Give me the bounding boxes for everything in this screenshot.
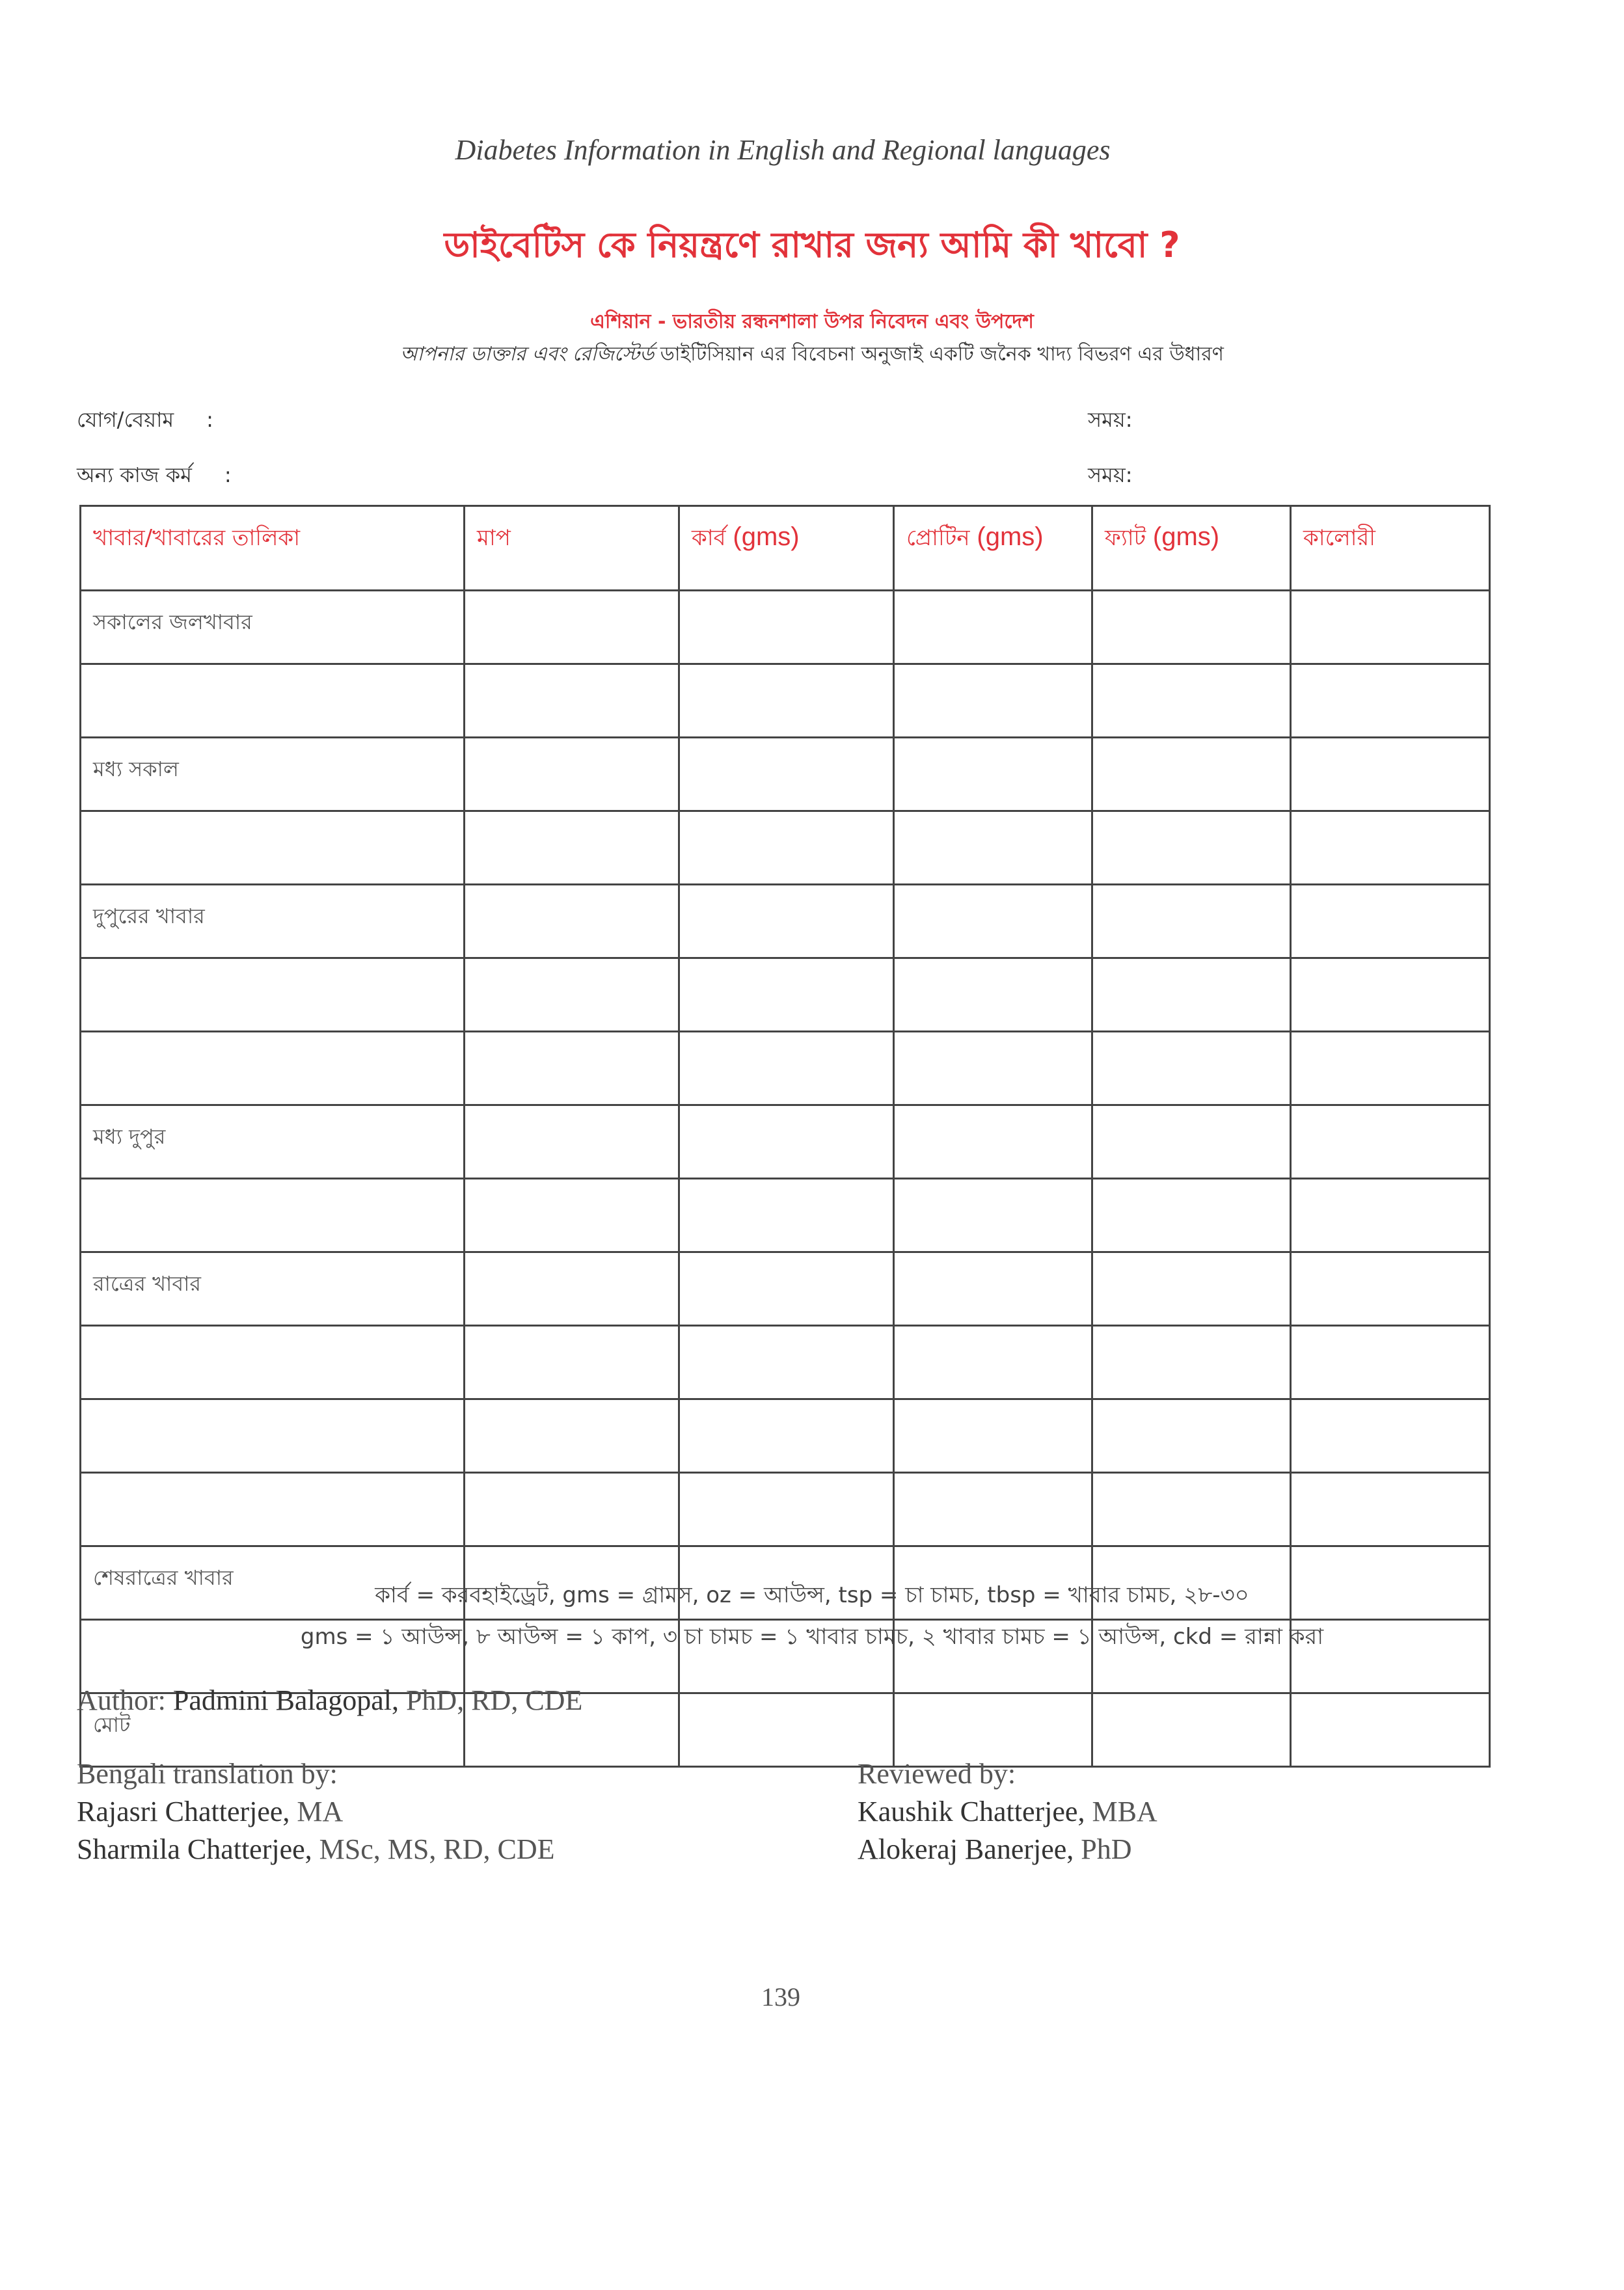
table-cell[interactable]	[679, 738, 894, 811]
yoga-field	[77, 403, 213, 438]
table-row	[81, 811, 1490, 885]
table-cell[interactable]	[465, 664, 679, 738]
table-cell[interactable]	[679, 591, 894, 664]
table-cell[interactable]	[679, 1252, 894, 1326]
subtitle-note-italic: আপনার ডাক্তার এবং রেজিস্টের্ড	[400, 343, 655, 366]
table-cell[interactable]	[1291, 1032, 1490, 1105]
table-row	[81, 885, 1490, 958]
table-cell[interactable]	[1092, 738, 1291, 811]
reviewer-1	[858, 1793, 1157, 1831]
table-cell[interactable]	[1291, 738, 1490, 811]
table-cell[interactable]	[1092, 1473, 1291, 1546]
table-cell[interactable]	[679, 1473, 894, 1546]
header-carb-unit: (gms)	[733, 522, 800, 551]
table-cell[interactable]	[1291, 885, 1490, 958]
footnote-line-2: gms = ১ আউন্স, ৮ আউন্স = ১ কাপ, ৩ চা চামচ = ১ খাবার চামচ, ২ খাবার চামচ = ১ আউন্স, ckd = রান্না করা	[300, 1624, 1324, 1650]
table-cell[interactable]	[1092, 1252, 1291, 1326]
header-fat-unit: (gms)	[1152, 522, 1220, 551]
table-cell[interactable]	[465, 1473, 679, 1546]
table-cell[interactable]	[1291, 1105, 1490, 1179]
table-cell[interactable]	[465, 1399, 679, 1473]
header-calorie: কালোরী	[1291, 506, 1490, 591]
table-cell[interactable]	[465, 811, 679, 885]
header-measure: মাপ	[465, 506, 679, 591]
reviewer-2	[858, 1831, 1157, 1868]
subtitle-note-rest: ডাইটিসিয়ান এর বিবেচনা অনুজাই একটি জনৈক খাদ্য বিভরণ এর উধারণ	[660, 343, 1224, 366]
table-cell[interactable]	[465, 1032, 679, 1105]
table-cell[interactable]	[81, 958, 465, 1032]
table-cell[interactable]	[1092, 1399, 1291, 1473]
table-cell[interactable]	[1291, 958, 1490, 1032]
table-cell[interactable]	[1092, 1105, 1291, 1179]
table-cell[interactable]	[1291, 1399, 1490, 1473]
yoga-label: যোগ/বেয়াম	[77, 407, 174, 432]
table-cell[interactable]	[894, 664, 1092, 738]
table-cell[interactable]	[1092, 1032, 1291, 1105]
table-cell[interactable]	[679, 1032, 894, 1105]
translator-1-degree: MA	[297, 1796, 344, 1827]
translator-2	[77, 1831, 555, 1868]
table-cell[interactable]	[679, 1326, 894, 1399]
table-cell[interactable]	[894, 1399, 1092, 1473]
table-cell[interactable]	[1291, 664, 1490, 738]
table-cell[interactable]	[679, 811, 894, 885]
header-fat	[1092, 506, 1291, 591]
table-row	[81, 738, 1490, 811]
author-credit	[77, 1682, 582, 1719]
review-label: Reviewed by:	[858, 1758, 1016, 1790]
translator-1-name: Rajasri Chatterjee,	[77, 1796, 290, 1827]
table-row	[81, 664, 1490, 738]
table-row	[81, 958, 1490, 1032]
table-cell[interactable]	[465, 958, 679, 1032]
table-cell[interactable]	[465, 885, 679, 958]
table-cell[interactable]	[1291, 1473, 1490, 1546]
header-protein-unit: (gms)	[977, 522, 1044, 551]
other-activity-label: অন্য কাজ কর্ম	[77, 463, 192, 487]
table-cell[interactable]	[1291, 1252, 1490, 1326]
table-row	[81, 1179, 1490, 1252]
yoga-colon: :	[206, 407, 213, 432]
table-cell[interactable]	[894, 1179, 1092, 1252]
review-credit	[858, 1755, 1157, 1868]
yoga-time-field	[1088, 403, 1133, 438]
translator-2-name: Sharmila Chatterjee,	[77, 1833, 312, 1865]
table-cell[interactable]	[1092, 958, 1291, 1032]
reviewer-2-degree: PhD	[1081, 1833, 1132, 1865]
table-cell[interactable]	[1291, 1326, 1490, 1399]
table-cell[interactable]	[679, 664, 894, 738]
table-cell[interactable]	[1092, 1179, 1291, 1252]
table-cell[interactable]	[1092, 664, 1291, 738]
table-cell[interactable]	[1291, 591, 1490, 664]
table-cell[interactable]	[81, 1179, 465, 1252]
author-degrees: PhD, RD, CDE	[405, 1684, 583, 1716]
table-cell[interactable]	[81, 1326, 465, 1399]
subtitle-note	[0, 338, 1624, 371]
reviewer-1-name: Kaushik Chatterjee,	[858, 1796, 1085, 1827]
table-cell[interactable]	[679, 1399, 894, 1473]
table-cell[interactable]	[81, 1032, 465, 1105]
table-cell[interactable]	[1291, 811, 1490, 885]
table-header-row	[81, 506, 1490, 591]
table-row	[81, 1326, 1490, 1399]
table-cell[interactable]	[1092, 885, 1291, 958]
author-name: Padmini Balagopal,	[172, 1684, 399, 1716]
table-cell[interactable]	[894, 1326, 1092, 1399]
other-activity-colon: :	[224, 463, 232, 487]
header-food: খাবার/খাবারের তালিকা	[81, 506, 465, 591]
translator-1	[77, 1793, 555, 1831]
subtitle: এশিয়ান - ভারতীয় রন্ধনশালা উপর নিবেদন এবং উপদেশ	[590, 310, 1034, 333]
table-cell[interactable]	[1092, 811, 1291, 885]
table-cell[interactable]	[81, 1399, 465, 1473]
table-cell[interactable]	[465, 1252, 679, 1326]
row-label-breakfast: সকালের জলখাবার	[81, 591, 465, 664]
table-cell[interactable]	[679, 1105, 894, 1179]
running-header: Diabetes Information in English and Regional languages	[455, 134, 1111, 166]
table-row	[81, 1105, 1490, 1179]
table-cell[interactable]	[465, 591, 679, 664]
header-carb-label: কার্ব	[692, 525, 726, 551]
header-carb	[679, 506, 894, 591]
table-cell[interactable]	[894, 1473, 1092, 1546]
table-cell[interactable]	[679, 885, 894, 958]
row-label-total: মোট	[81, 1693, 465, 1767]
reviewer-2-name: Alokeraj Banerjee,	[858, 1833, 1074, 1865]
reviewer-1-degree: MBA	[1092, 1796, 1157, 1827]
translation-label: Bengali translation by:	[77, 1758, 338, 1790]
table-cell[interactable]	[1291, 1179, 1490, 1252]
table-cell[interactable]	[894, 1252, 1092, 1326]
table-cell[interactable]	[679, 1179, 894, 1252]
table-row	[81, 1399, 1490, 1473]
table-cell[interactable]	[465, 1179, 679, 1252]
translation-credit	[77, 1755, 555, 1868]
other-activity-time-label: সময়:	[1088, 463, 1133, 487]
table-cell[interactable]	[894, 811, 1092, 885]
header-fat-label: ফ্যাট	[1105, 525, 1146, 551]
header-protein-label: প্রোটিন	[906, 525, 970, 551]
table-row	[81, 1252, 1490, 1326]
row-label-dinner: রাত্রের খাবার	[81, 1252, 465, 1326]
row-label-mid-afternoon: মধ্য দুপুর	[81, 1105, 465, 1179]
translator-2-degree: MSc, MS, RD, CDE	[319, 1833, 555, 1865]
page-title: ডাইবেটিস কে নিয়ন্ত্রণে রাখার জন্য আমি কী খাবো ?	[444, 224, 1180, 265]
table-cell[interactable]	[894, 738, 1092, 811]
table-cell[interactable]	[894, 1105, 1092, 1179]
table-cell[interactable]	[894, 591, 1092, 664]
table-cell[interactable]	[465, 1105, 679, 1179]
table-cell[interactable]	[1092, 1326, 1291, 1399]
table-row	[81, 1473, 1490, 1546]
other-activity-time-field	[1088, 459, 1133, 494]
table-cell[interactable]	[465, 738, 679, 811]
table-cell[interactable]	[81, 664, 465, 738]
table-cell[interactable]	[894, 958, 1092, 1032]
footnote-line-1: কার্ব = করবহাইড্রেট, gms = গ্রামস, oz = আউন্স, tsp = চা চামচ, tbsp = খাবার চামচ, ২৮-৩০	[375, 1582, 1249, 1608]
yoga-time-label: সময়:	[1088, 407, 1133, 432]
table-cell[interactable]	[1092, 591, 1291, 664]
table-cell[interactable]	[679, 958, 894, 1032]
row-label-mid-morning: মধ্য সকাল	[81, 738, 465, 811]
other-activity-field	[77, 459, 232, 494]
row-label-late-night: শেষরাত্রের খাবার	[81, 1546, 465, 1620]
table-row	[81, 1032, 1490, 1105]
page-number: 139	[761, 1982, 800, 2012]
table-cell[interactable]	[1291, 1693, 1490, 1767]
table-row	[81, 591, 1490, 664]
table-cell[interactable]	[81, 811, 465, 885]
table-cell[interactable]	[894, 885, 1092, 958]
header-protein	[894, 506, 1092, 591]
table-cell[interactable]	[465, 1326, 679, 1399]
table-cell[interactable]	[894, 1032, 1092, 1105]
table-cell[interactable]	[81, 1473, 465, 1546]
author-label: Author:	[77, 1684, 166, 1716]
row-label-lunch: দুপুরের খাবার	[81, 885, 465, 958]
